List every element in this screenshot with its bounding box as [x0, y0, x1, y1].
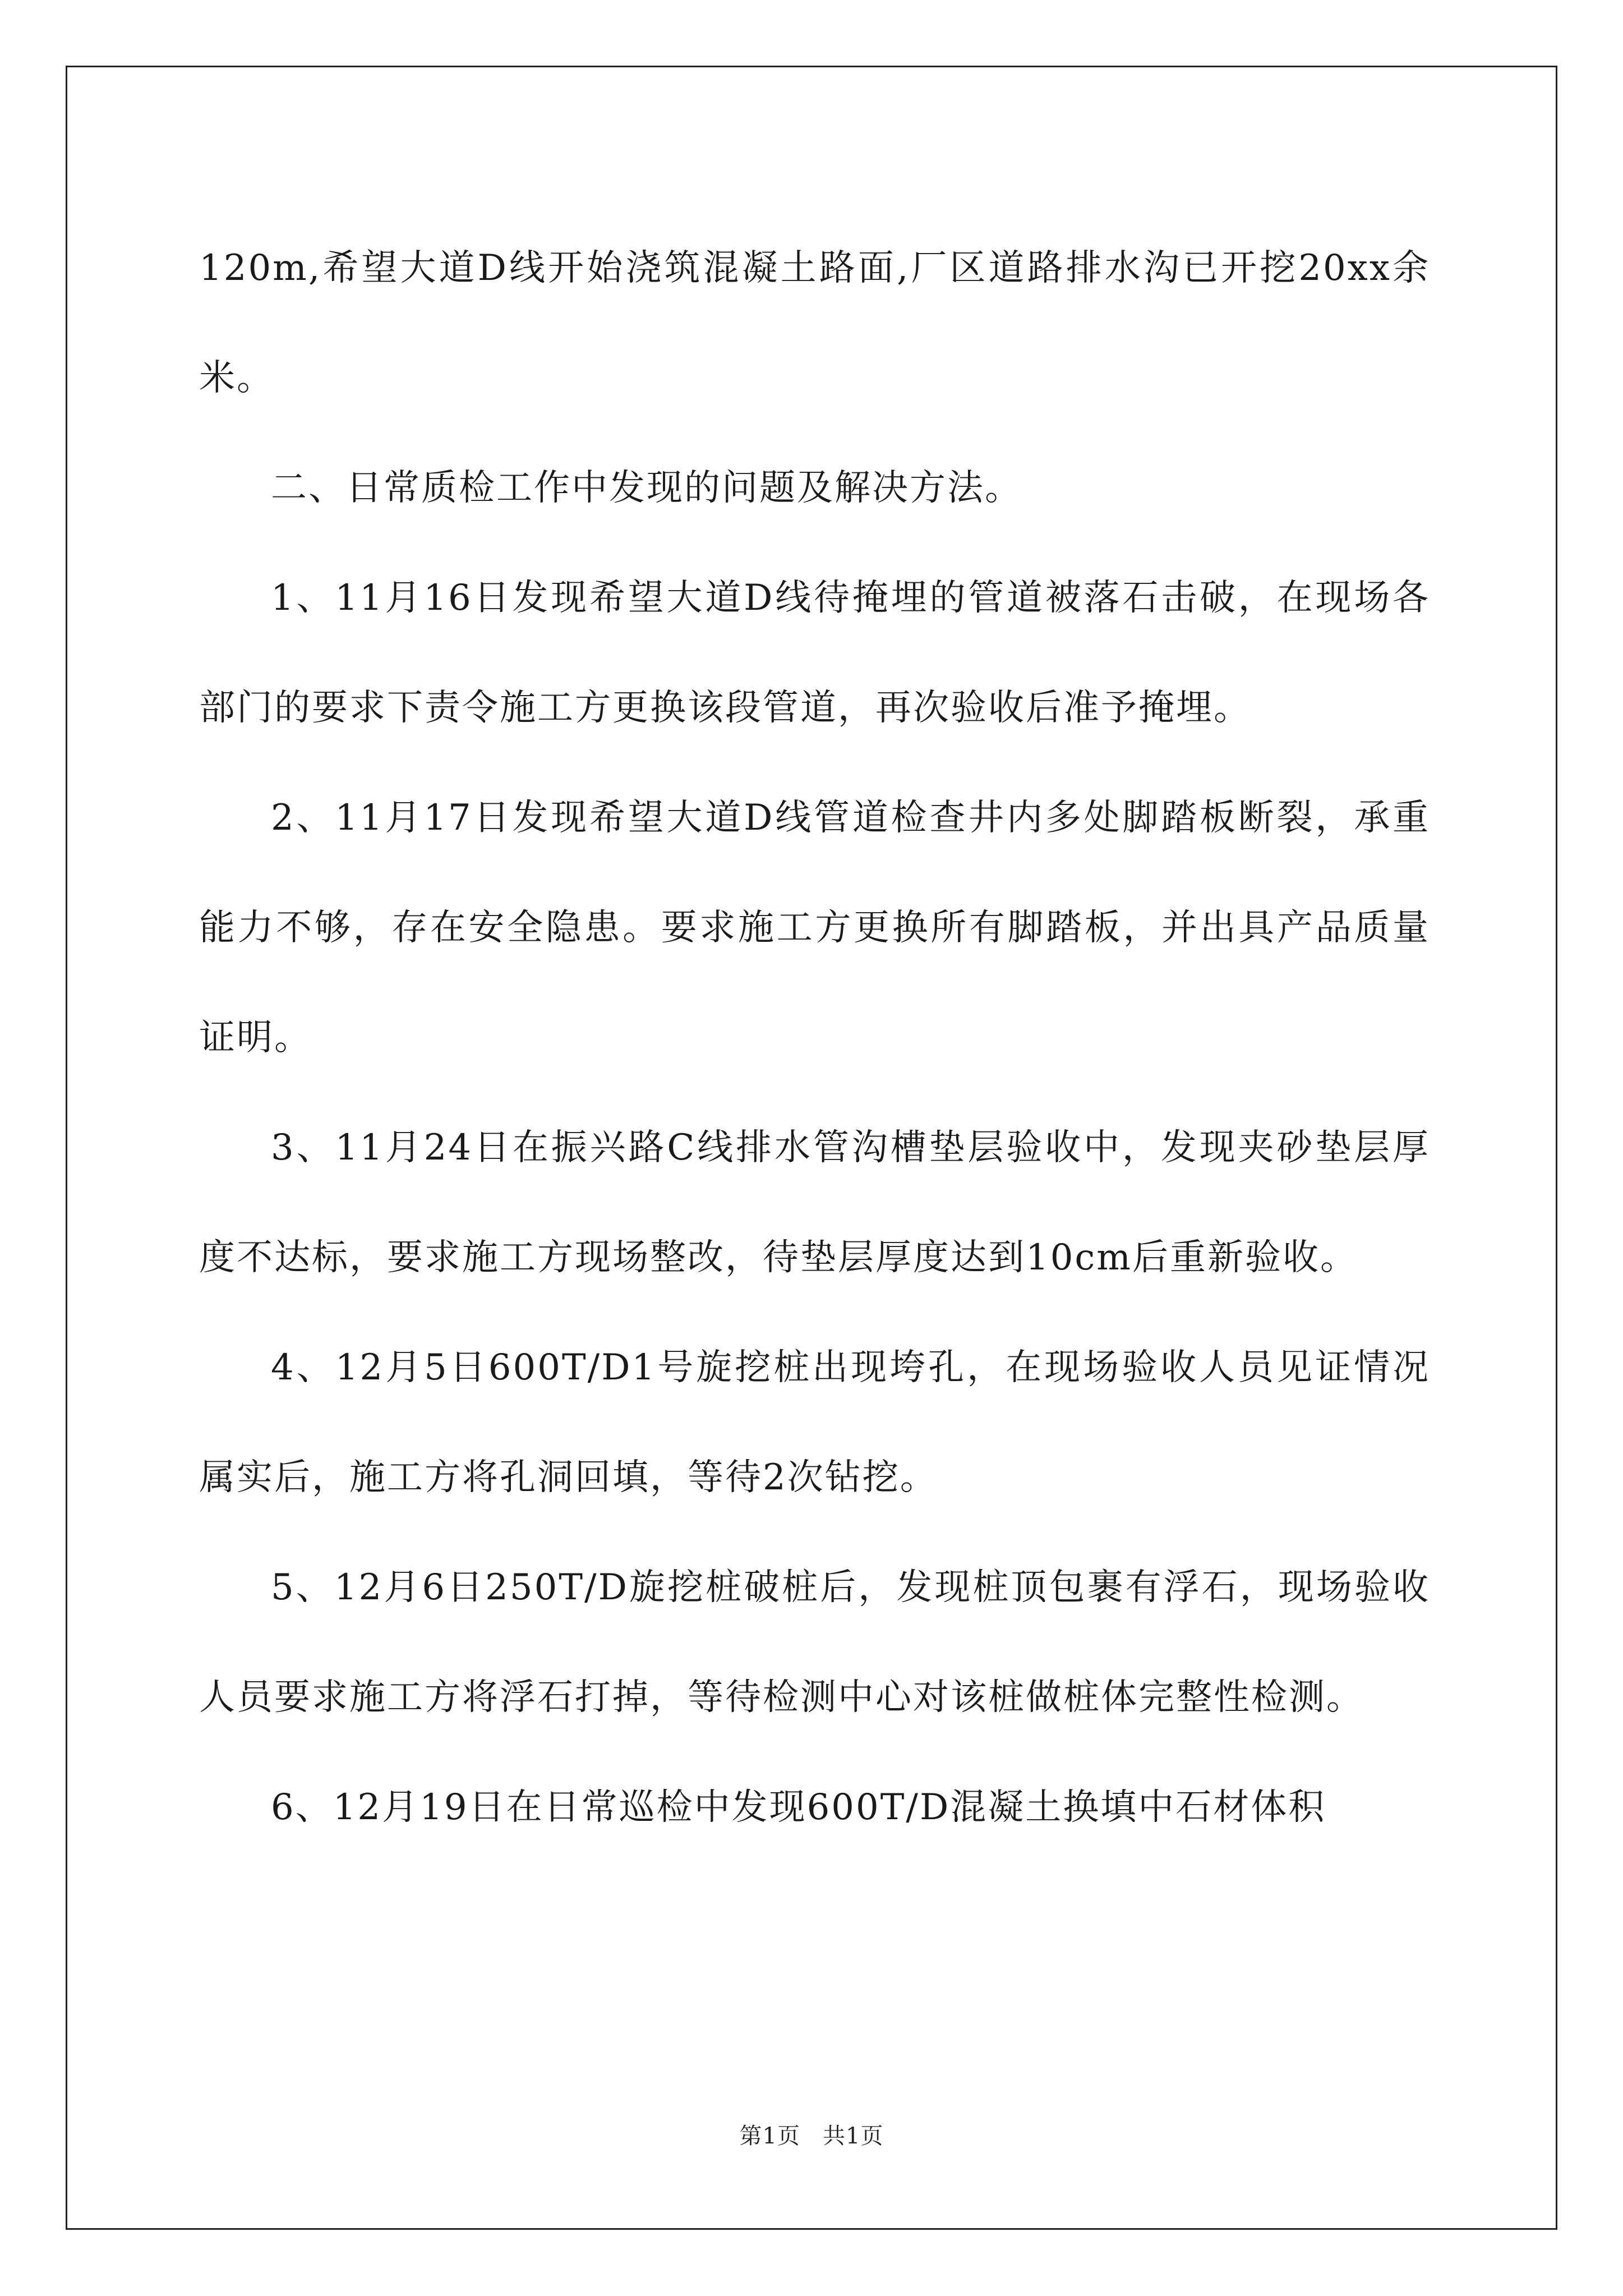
paragraph-item-1: 1、11月16日发现希望大道D线待掩埋的管道被落石击破，在现场各部门的要求下责令施工方更换该段管道，再次验收后准予掩埋。: [199, 577, 1430, 729]
section-heading: 二、日常质检工作中发现的问题及解决方法。: [271, 467, 1022, 509]
paragraph-item-3: 3、11月24日在振兴路C线排水管沟槽垫层验收中，发现夹砂垫层厚度不达标，要求施工方现场整改，待垫层厚度达到10cm后重新验收。: [199, 1127, 1430, 1278]
paragraph-item-4: 4、12月5日600T/D1号旋挖桩出现垮孔，在现场验收人员见证情况属实后，施工方将孔洞回填，等待2次钻挖。: [199, 1347, 1430, 1498]
page-footer: [0, 2122, 1623, 2150]
page-total: 共1页: [823, 2123, 884, 2149]
page-number: 第1页: [739, 2123, 800, 2149]
document-body: [199, 213, 1430, 1862]
paragraph-item-2: 2、11月17日发现希望大道D线管道检查井内多处脚踏板断裂，承重能力不够，存在安全隐患。要求施工方更换所有脚踏板，并出具产品质量证明。: [199, 797, 1430, 1059]
paragraph-item-5: 5、12月6日250T/D旋挖桩破桩后，发现桩顶包裹有浮石，现场验收人员要求施工方将浮石打掉，等待检测中心对该桩做桩体完整性检测。: [199, 1567, 1430, 1718]
paragraph-continuation: 120m,希望大道D线开始浇筑混凝土路面,厂区道路排水沟已开挖20xx余米。: [199, 247, 1430, 399]
paragraph-item-6: 6、12月19日在日常巡检中发现600T/D混凝土换填中石材体积: [271, 1787, 1326, 1828]
